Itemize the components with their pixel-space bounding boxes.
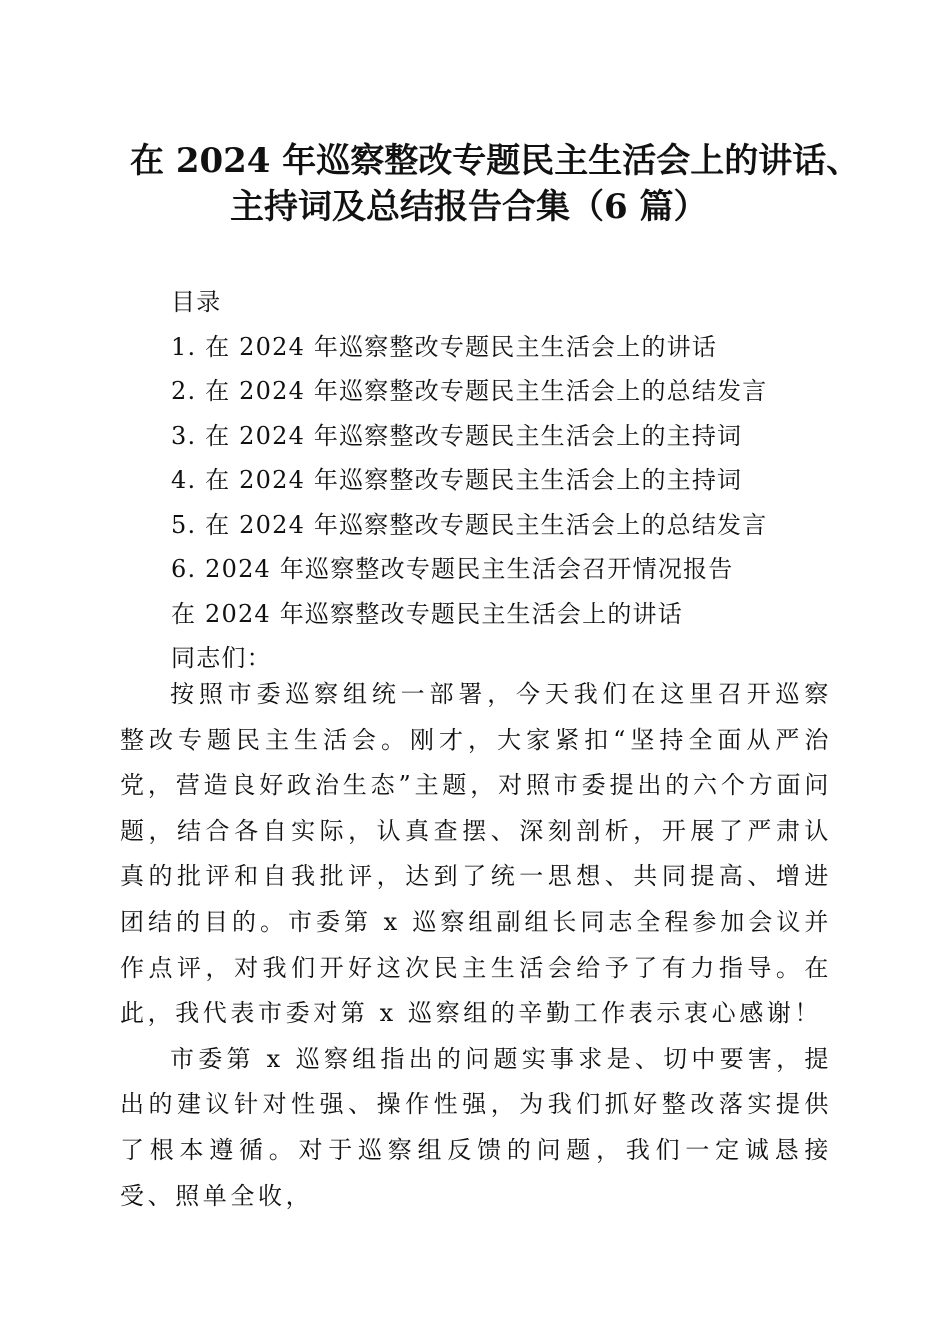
salutation: 同志们： — [171, 644, 272, 672]
toc-item: 1. 在 2024 年巡察整改专题民主生活会上的讲话 — [171, 332, 718, 361]
toc-item: 5. 在 2024 年巡察整改专题民主生活会上的总结发言 — [171, 510, 768, 539]
body-paragraph: 市委第 x 巡察组指出的问题实事求是、切中要害，提出的建议针对性强、操作性强，为我们抓好整改落实提供了根本遵循。对于巡察组反馈的问题，我们一定诚恳接受、照单全收， — [120, 1044, 832, 1210]
toc-item: 2. 在 2024 年巡察整改专题民主生活会上的总结发言 — [171, 377, 768, 405]
toc-item: 4. 在 2024 年巡察整改专题民主生活会上的主持词 — [171, 466, 743, 494]
body-paragraph: 按照市委巡察组统一部署，今天我们在这里召开巡察整改专题民主生活会。刚才，大家紧扣“坚持全面从严治党，营造良好政治生态”主题，对照市委提出的六个方面问题，结合各自实际，认真查摆、深刻剖析，开展了严肃认真的批评和自我批评，达到了统一思想、共同提高、增进团结的目的。市委第 x 巡察组副组长同志全程参加会议并作点评，对我们开好这次民主生活会给予了有力指导。在此，我代表市委对第 x 巡察组的辛勤工作表示衷心感谢！ — [120, 680, 832, 1028]
document-title-line-2: 主持词及总结报告合集（6 篇） — [230, 187, 708, 227]
toc-item: 3. 在 2024 年巡察整改专题民主生活会上的主持词 — [171, 421, 743, 450]
section-title: 在 2024 年巡察整改专题民主生活会上的讲话 — [171, 599, 683, 628]
toc-heading: 目录 — [171, 288, 222, 316]
toc-item: 6. 2024 年巡察整改专题民主生活会召开情况报告 — [171, 555, 734, 583]
speech-body — [120, 672, 832, 1219]
table-of-contents — [171, 280, 831, 681]
document-title-line-1: 在 2024 年巡察整改专题民主生活会上的讲话、 — [130, 141, 861, 181]
